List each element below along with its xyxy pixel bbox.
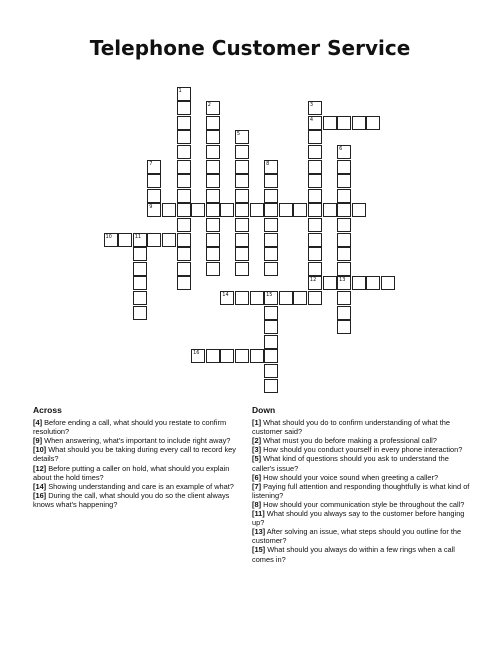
grid-cell[interactable]	[191, 203, 205, 217]
grid-cell[interactable]	[162, 233, 176, 247]
across-clue	[33, 445, 248, 463]
grid-cell[interactable]	[264, 306, 278, 320]
down-clue	[252, 509, 472, 527]
grid-cell[interactable]	[206, 160, 220, 174]
grid-cell[interactable]	[264, 262, 278, 276]
grid-cell[interactable]	[337, 233, 351, 247]
grid-cell[interactable]	[177, 276, 191, 290]
grid-cell[interactable]	[366, 276, 380, 290]
across-heading: Across	[33, 405, 62, 415]
grid-cell[interactable]	[293, 291, 307, 305]
grid-cell[interactable]	[337, 174, 351, 188]
grid-cell[interactable]	[264, 379, 278, 393]
grid-cell[interactable]	[337, 291, 351, 305]
grid-cell[interactable]	[206, 116, 220, 130]
cell-number: 5	[236, 131, 241, 138]
down-clue-number: [7]	[252, 481, 262, 491]
grid-cell[interactable]	[366, 116, 380, 130]
grid-cell[interactable]	[264, 218, 278, 232]
down-clue-number: [11]	[252, 509, 265, 519]
grid-cell[interactable]	[147, 189, 161, 203]
cell-number: 16	[193, 350, 200, 357]
grid-cell[interactable]	[264, 203, 278, 217]
grid-cell[interactable]	[235, 145, 249, 159]
grid-cell[interactable]	[206, 262, 220, 276]
down-heading: Down	[252, 405, 276, 415]
cell-number: 4	[309, 116, 314, 123]
grid-cell[interactable]	[337, 218, 351, 232]
across-clue-text: During the call, what should you do so the client always knows what's happening?	[33, 490, 230, 509]
grid-cell[interactable]	[381, 276, 395, 290]
grid-cell[interactable]	[323, 276, 337, 290]
across-clues	[33, 406, 248, 509]
grid-cell[interactable]	[264, 247, 278, 261]
down-clue	[252, 436, 472, 445]
grid-cell[interactable]	[206, 145, 220, 159]
grid-cell[interactable]	[206, 174, 220, 188]
grid-cell[interactable]	[235, 160, 249, 174]
cell-number: 2	[207, 102, 211, 109]
grid-cell[interactable]	[264, 233, 278, 247]
across-clue-text: Before ending a call, what should you restate to confirm resolution?	[33, 418, 227, 437]
grid-cell[interactable]	[206, 203, 220, 217]
grid-cell[interactable]	[177, 101, 191, 115]
grid-cell[interactable]	[308, 247, 322, 261]
down-clue	[252, 482, 472, 500]
grid-cell[interactable]	[337, 262, 351, 276]
down-clue-number: [6]	[252, 472, 262, 482]
grid-cell[interactable]	[279, 203, 293, 217]
grid-cell[interactable]	[177, 233, 191, 247]
cell-number: 11	[134, 233, 142, 240]
across-clue-text: Showing understanding and care is an example of what?	[46, 481, 234, 491]
grid-cell[interactable]	[235, 218, 249, 232]
down-clue-text: What kind of questions should you ask to understand the caller's issue?	[252, 454, 449, 473]
grid-cell[interactable]	[235, 203, 249, 217]
grid-cell[interactable]	[337, 306, 351, 320]
grid-cell[interactable]	[177, 116, 191, 130]
grid-cell[interactable]	[235, 174, 249, 188]
cell-number: 3	[309, 102, 314, 109]
grid-cell[interactable]	[147, 233, 161, 247]
grid-cell[interactable]	[293, 203, 307, 217]
across-clue-text: When answering, what's important to include right away?	[42, 436, 231, 446]
across-clue-number: [10]	[33, 445, 47, 455]
cell-number: 15	[266, 291, 273, 298]
grid-cell[interactable]	[308, 130, 322, 144]
puzzle-title: Telephone Customer Service	[89, 36, 411, 60]
down-clue	[252, 418, 472, 436]
down-clue	[252, 545, 472, 563]
grid-cell[interactable]	[337, 189, 351, 203]
grid-cell[interactable]	[206, 349, 220, 363]
grid-cell[interactable]	[352, 276, 366, 290]
grid-cell[interactable]	[308, 291, 322, 305]
down-clue-text: How should your voice sound when greeting a caller?	[261, 472, 439, 482]
grid-cell[interactable]	[235, 291, 249, 305]
grid-cell[interactable]	[220, 349, 234, 363]
grid-cell[interactable]	[279, 291, 293, 305]
down-clue	[252, 445, 472, 454]
across-clue	[33, 491, 248, 509]
cell-number: 14	[222, 291, 229, 298]
across-clue-number: [14]	[33, 481, 47, 491]
down-clue-text: What should you do to confirm understanding of what the customer said?	[252, 418, 451, 437]
grid-cell[interactable]	[177, 145, 191, 159]
cell-number: 1	[178, 87, 182, 94]
across-clue	[33, 464, 248, 482]
grid-cell[interactable]	[308, 262, 322, 276]
cell-number: 9	[149, 204, 153, 211]
grid-cell[interactable]	[264, 335, 278, 349]
grid-cell[interactable]	[250, 349, 264, 363]
grid-cell[interactable]	[133, 247, 147, 261]
grid-cell[interactable]	[250, 203, 264, 217]
grid-cell[interactable]	[235, 247, 249, 261]
grid-cell[interactable]	[133, 276, 147, 290]
grid-cell[interactable]	[177, 247, 191, 261]
across-clue	[33, 482, 248, 491]
grid-cell[interactable]	[133, 291, 147, 305]
across-clue-number: [16]	[33, 490, 47, 500]
grid-cell[interactable]	[206, 233, 220, 247]
across-clue	[33, 436, 248, 445]
cell-number: 7	[149, 160, 153, 167]
grid-cell[interactable]	[264, 320, 278, 334]
grid-cell[interactable]	[308, 160, 322, 174]
grid-cell[interactable]	[177, 130, 191, 144]
down-clue	[252, 527, 472, 545]
down-clue-number: [5]	[252, 454, 262, 464]
down-clue-text: After solving an issue, what steps should you outline for the customer?	[252, 527, 462, 546]
grid-cell[interactable]	[352, 203, 366, 217]
grid-cell[interactable]	[177, 203, 191, 217]
cell-number: 12	[309, 277, 317, 284]
down-clue-number: [3]	[252, 445, 262, 455]
across-clue-number: [9]	[33, 436, 43, 446]
grid-cell[interactable]	[308, 233, 322, 247]
grid-cell[interactable]	[235, 349, 249, 363]
down-clue-text: What must you do before making a professional call?	[261, 436, 437, 446]
grid-cell[interactable]	[323, 203, 337, 217]
grid-cell[interactable]	[337, 160, 351, 174]
grid-cell[interactable]	[177, 189, 191, 203]
across-clue-text: What should you be taking during every call to record key details?	[33, 445, 236, 464]
grid-cell[interactable]	[308, 218, 322, 232]
grid-cell[interactable]	[133, 262, 147, 276]
grid-cell[interactable]	[308, 145, 322, 159]
down-clue-text: Paying full attention and responding thoughtfully is what kind of listening?	[252, 481, 470, 500]
down-clue-number: [2]	[252, 436, 262, 446]
down-clue	[252, 500, 472, 509]
grid-cell[interactable]	[147, 174, 161, 188]
down-clue-text: How should your communication style be throughout the call?	[261, 499, 465, 509]
grid-cell[interactable]	[177, 174, 191, 188]
down-clue-number: [13]	[252, 527, 266, 537]
grid-cell[interactable]	[133, 306, 147, 320]
grid-cell[interactable]	[352, 116, 366, 130]
grid-cell[interactable]	[177, 160, 191, 174]
cell-number: 13	[339, 277, 346, 284]
grid-cell[interactable]	[264, 189, 278, 203]
grid-cell[interactable]	[206, 247, 220, 261]
grid-cell[interactable]	[308, 203, 322, 217]
cell-number: 10	[105, 233, 112, 240]
across-clue-number: [4]	[33, 418, 43, 428]
grid-cell[interactable]	[177, 218, 191, 232]
grid-cell[interactable]	[206, 130, 220, 144]
down-clue	[252, 473, 472, 482]
grid-cell[interactable]	[264, 364, 278, 378]
across-clue	[33, 418, 248, 436]
grid-cell[interactable]	[235, 233, 249, 247]
grid-cell[interactable]	[337, 116, 351, 130]
down-clue-number: [8]	[252, 499, 262, 509]
grid-cell[interactable]	[177, 262, 191, 276]
grid-cell[interactable]	[308, 189, 322, 203]
grid-cell[interactable]	[308, 174, 322, 188]
grid-cell[interactable]	[162, 203, 176, 217]
grid-cell[interactable]	[235, 189, 249, 203]
grid-cell[interactable]	[337, 203, 351, 217]
down-clue-number: [15]	[252, 545, 266, 555]
down-clue-text: How should you conduct yourself in every phone interaction?	[261, 445, 463, 455]
grid-cell[interactable]	[323, 116, 337, 130]
grid-cell[interactable]	[264, 349, 278, 363]
grid-cell[interactable]	[235, 262, 249, 276]
across-clue-number: [12]	[33, 463, 47, 473]
grid-cell[interactable]	[264, 174, 278, 188]
cell-number: 8	[266, 160, 270, 167]
down-clues	[252, 406, 472, 564]
down-clue	[252, 454, 472, 472]
grid-cell[interactable]	[337, 247, 351, 261]
grid-cell[interactable]	[206, 189, 220, 203]
grid-cell[interactable]	[250, 291, 264, 305]
grid-cell[interactable]	[206, 218, 220, 232]
across-clue-text: Before putting a caller on hold, what should you explain about the hold times?	[33, 463, 230, 482]
grid-cell[interactable]	[220, 203, 234, 217]
cell-number: 6	[339, 145, 343, 152]
grid-cell[interactable]	[337, 320, 351, 334]
down-clue-text: What should you always do within a few rings when a call comes in?	[252, 545, 455, 564]
down-clue-number: [1]	[252, 418, 262, 428]
grid-cell[interactable]	[118, 233, 132, 247]
down-clue-text: What should you always say to the customer before hanging up?	[252, 509, 465, 528]
